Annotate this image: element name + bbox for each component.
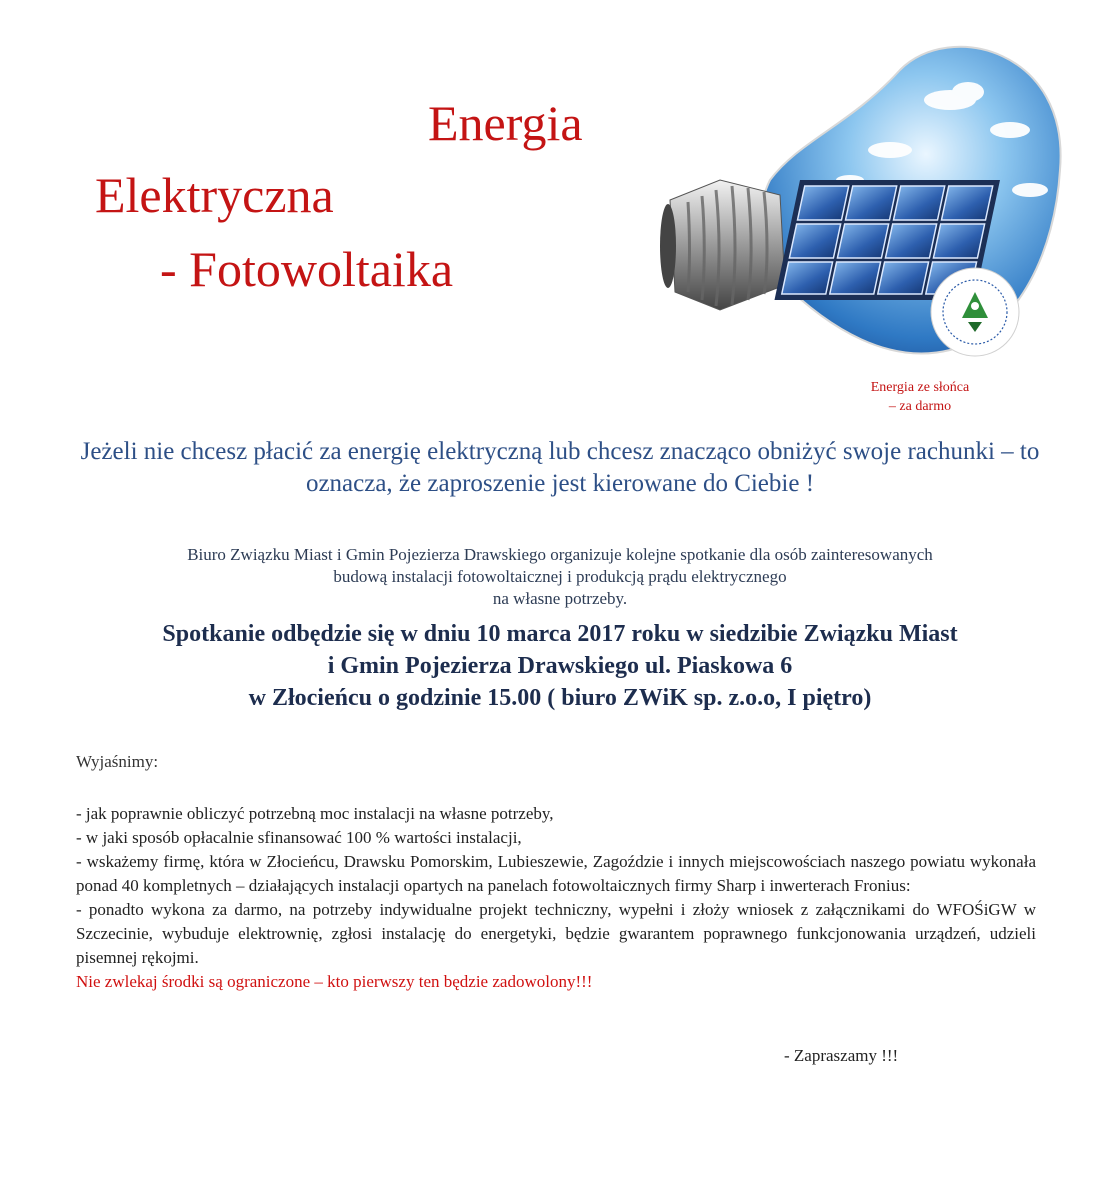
lead-paragraph: Jeżeli nie chcesz płacić za energię elektryczną lub chcesz znacząco obniżyć swoje rachunki – to oznacza, że zaproszenie jest kierowane do Ciebie ! <box>80 438 1040 497</box>
meeting-line-2: i Gmin Pojezierza Drawskiego ul. Piaskowa 6 <box>327 653 793 679</box>
explain-heading: Wyjaśnimy: <box>76 752 159 771</box>
list-item: - jak poprawnie obliczyć potrzebną moc instalacji na własne potrzeby, <box>76 804 554 823</box>
explanation-list <box>76 802 1036 994</box>
title-fotowoltaika: - Fotowoltaika <box>160 241 454 297</box>
list-item: - w jaki sposób opłacalnie sfinansować 100 % wartości instalacji, <box>76 828 522 847</box>
meeting-announcement <box>40 618 1080 714</box>
caption-line-1: Energia ze słońca <box>870 380 970 395</box>
warning-text: Nie zwlekaj środki są ograniczone – kto pierwszy ten będzie zadowolony!!! <box>76 972 593 991</box>
union-logo-emblem <box>931 268 1019 356</box>
list-item: - ponadto wykona za darmo, na potrzeby indywidualne projekt techniczny, wypełni i złoży wniosek z załącznikami do WFOŚiGW w Szczecinie, wybuduje elektrownię, zgłosi instalację do energetyki, będzie gwarantem poprawnego funkcjonowania urządzeń, udzieli pisemnej rękojmi. <box>76 900 1036 967</box>
meeting-line-3: w Złocieńcu o godzinie 15.00 ( biuro ZWiK sp. z.o.o, I piętro) <box>248 685 872 711</box>
image-caption <box>840 378 1000 416</box>
intro-line-2: budową instalacji fotowoltaicznej i produkcją prądu elektrycznego <box>333 567 787 586</box>
intro-line-1: Biuro Związku Miast i Gmin Pojezierza Drawskiego organizuje kolejne spotkanie dla osób zainteresowanych <box>187 545 933 564</box>
lightbulb-solar-panel-image <box>650 30 1070 370</box>
intro-paragraph <box>40 544 1080 610</box>
title-energia: Energia <box>428 95 583 151</box>
caption-line-2: – za darmo <box>888 399 952 414</box>
title-elektryczna: Elektryczna <box>95 167 334 223</box>
list-item: - wskażemy firmę, która w Złocieńcu, Drawsku Pomorskim, Lubieszewie, Zagoździe i innych miejscowościach naszego powiatu wykonała ponad 40 kompletnych – działających instalacji opartych na panelach fotowoltaicznych firmy Sharp i inwerterach Fronius: <box>76 852 1036 895</box>
meeting-line-1: Spotkanie odbędzie się w dniu 10 marca 2017 roku w siedzibie Związku Miast <box>162 621 958 647</box>
closing-invitation: - Zapraszamy !!! <box>784 1046 899 1065</box>
intro-line-3: na własne potrzeby. <box>492 589 628 608</box>
